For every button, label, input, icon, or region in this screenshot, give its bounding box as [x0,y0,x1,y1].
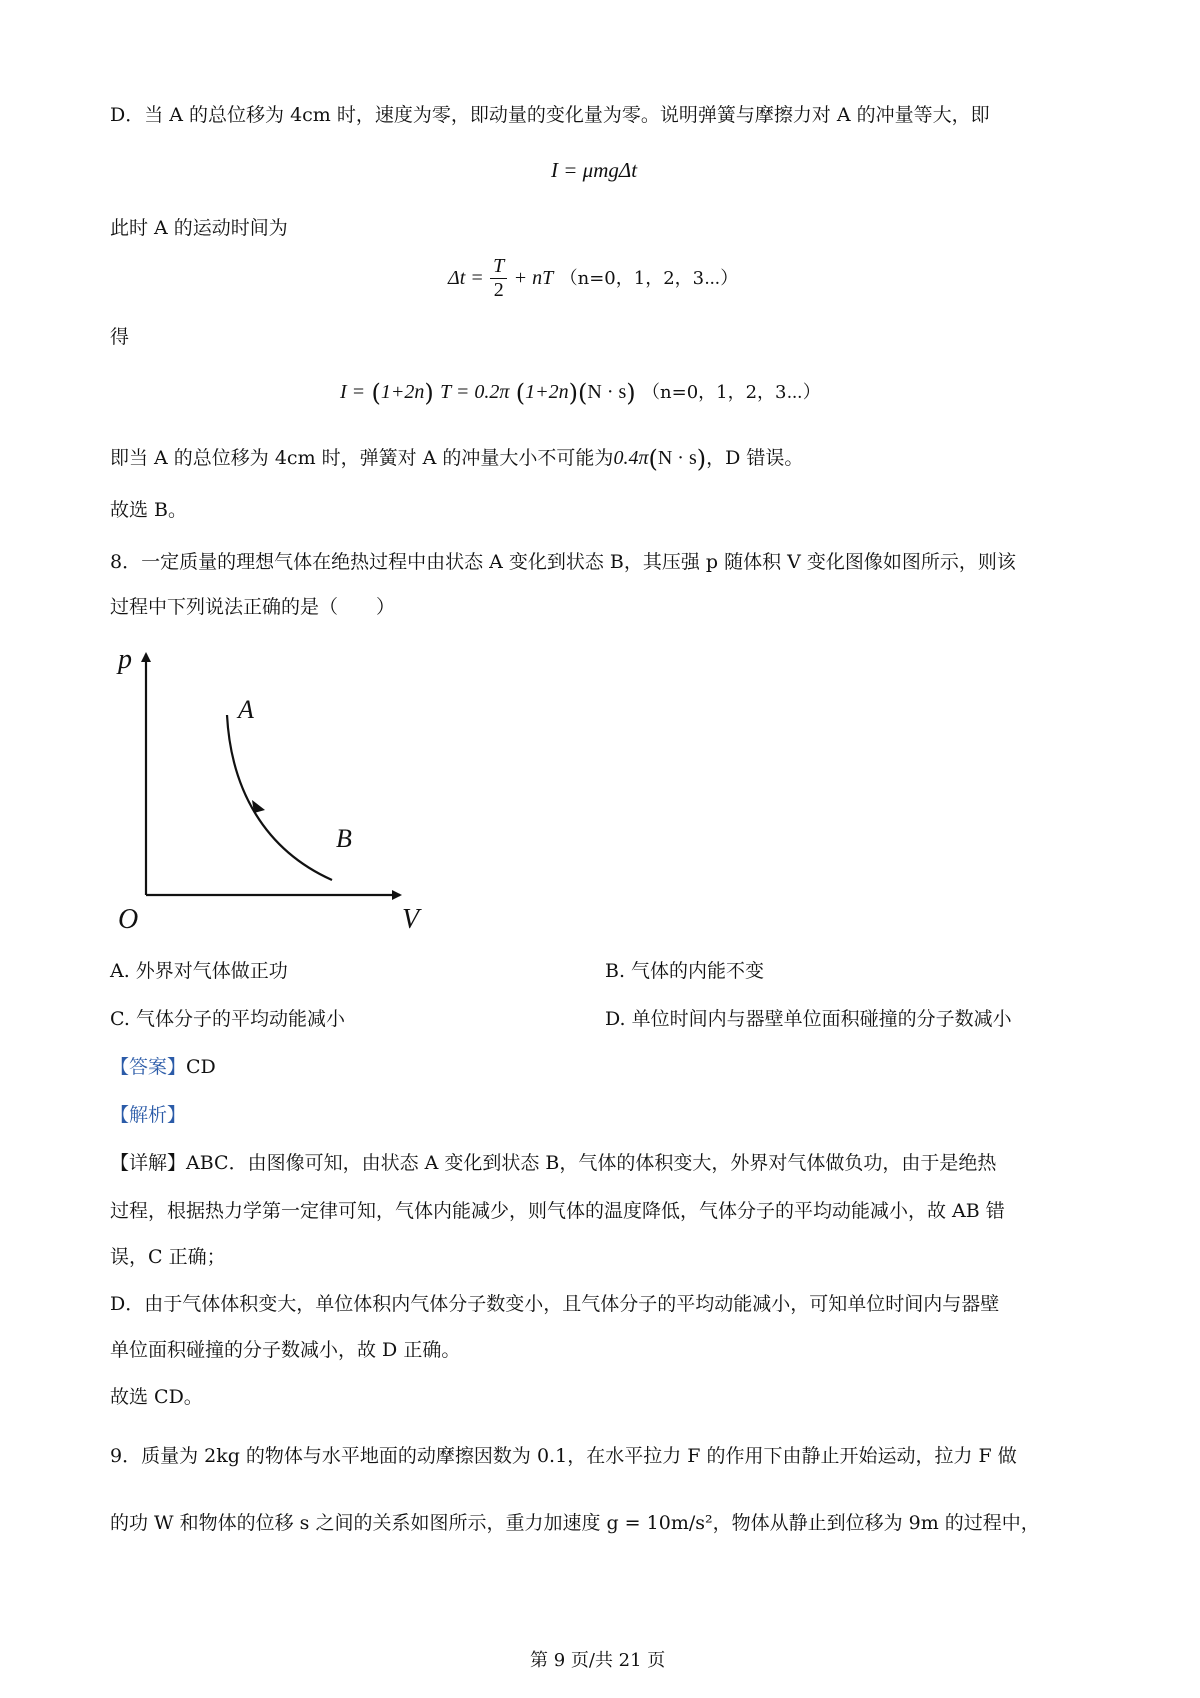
eq2-denominator: 2 [493,279,504,301]
q8-select: 故选 CD。 [110,1386,203,1408]
axis-label-p: p [118,644,132,675]
q9-line2: 的功 W 和物体的位移 s 之间的关系如图所示，重力加速度 g = 10m/s²，物体从静止到位移为 9m 的过程中， [110,1512,1040,1534]
q8-stem-line1: 8．一定质量的理想气体在绝热过程中由状态 A 变化到状态 B，其压强 p 随体积 V 变化图像如图所示，则该 [110,551,1016,573]
d-conclusion-post: ，D 错误。 [706,447,804,469]
point-label-b: B [336,824,352,853]
eq-impulse: I = μmgΔt [551,158,638,182]
origin-label: O [118,904,139,935]
d-derive: 得 [110,326,130,348]
eq2-condition: （n=0，1，2，3⋯） [559,268,739,289]
q8-option-d: D. 单位时间内与器壁单位面积碰撞的分子数减小 [605,1008,1012,1030]
q8-detail-line4: D．由于气体体积变大，单位体积内气体分子数变小，且气体分子的平均动能减小，可知单位时间内与器壁 [110,1293,1000,1315]
q8-detail-line5: 单位面积碰撞的分子数减小，故 D 正确。 [110,1339,461,1361]
point-label-a: A [238,695,254,724]
d-conclusion-pre: 即当 A 的总位移为 4cm 时，弹簧对 A 的冲量大小不可能为 [110,447,614,469]
eq2-rest: + nT [513,267,554,289]
curve-arrow-icon [252,800,265,813]
eq3-d: 1+2n [525,381,569,403]
d-intro: D．当 A 的总位移为 4cm 时，速度为零，即动量的变化量为零。说明弹簧与摩擦力对 A 的冲量等大，即 [110,104,990,126]
q8-detail-line1: 【详解】ABC．由图像可知，由状态 A 变化到状态 B，气体的体积变大，外界对气体做负功，由于是绝热 [110,1152,997,1174]
eq3-a: I = [340,381,366,403]
eq2-lhs: Δt = [448,267,484,289]
d-conclusion-val: 0.4π [613,447,649,469]
pv-diagram [100,640,440,940]
eq2-fraction [490,255,507,302]
eq2-numerator: T [490,255,507,279]
d-conclusion-unit: N · s [657,447,697,469]
ab-curve [227,715,332,880]
answer-value: CD [186,1056,216,1078]
eq3-c: T = 0.2π [440,381,510,403]
eq3-b: 1+2n [380,381,425,403]
d-select: 故选 B。 [110,499,188,521]
q8-option-a: A. 外界对气体做正功 [110,960,288,982]
d-motion-time: 此时 A 的运动时间为 [110,217,288,239]
page-footer: 第 9 页/共 21 页 [530,1650,666,1671]
eq-impulse-result: I = (1+2n) T = 0.2π (1+2n)(N · s) （n=0，1，2，3⋯） [340,379,821,407]
axis-label-v: V [402,904,420,935]
eq-delta-t [448,255,738,302]
q8-detail-line3: 误，C 正确； [110,1246,226,1268]
analysis-label: 【解析】 [110,1104,187,1126]
q8-option-b: B. 气体的内能不变 [605,960,765,982]
q8-stem-line2: 过程中下列说法正确的是（ ） [110,596,396,618]
q8-answer [110,1058,216,1077]
d-conclusion: 即当 A 的总位移为 4cm 时，弹簧对 A 的冲量大小不可能为0.4π(N · s)，D 错误。 [110,445,804,473]
q9-line1: 9．质量为 2kg 的物体与水平地面的动摩擦因数为 0.1，在水平拉力 F 的作用下由静止开始运动，拉力 F 做 [110,1445,1017,1467]
q8-option-c: C. 气体分子的平均动能减小 [110,1008,345,1030]
eq3-e: N · s [587,381,627,403]
answer-label: 【答案】 [110,1056,187,1078]
q8-detail-line2: 过程，根据热力学第一定律可知，气体内能减少，则气体的温度降低，气体分子的平均动能减小，故 AB 错 [110,1200,1005,1222]
eq3-condition: （n=0，1，2，3⋯） [642,382,821,403]
